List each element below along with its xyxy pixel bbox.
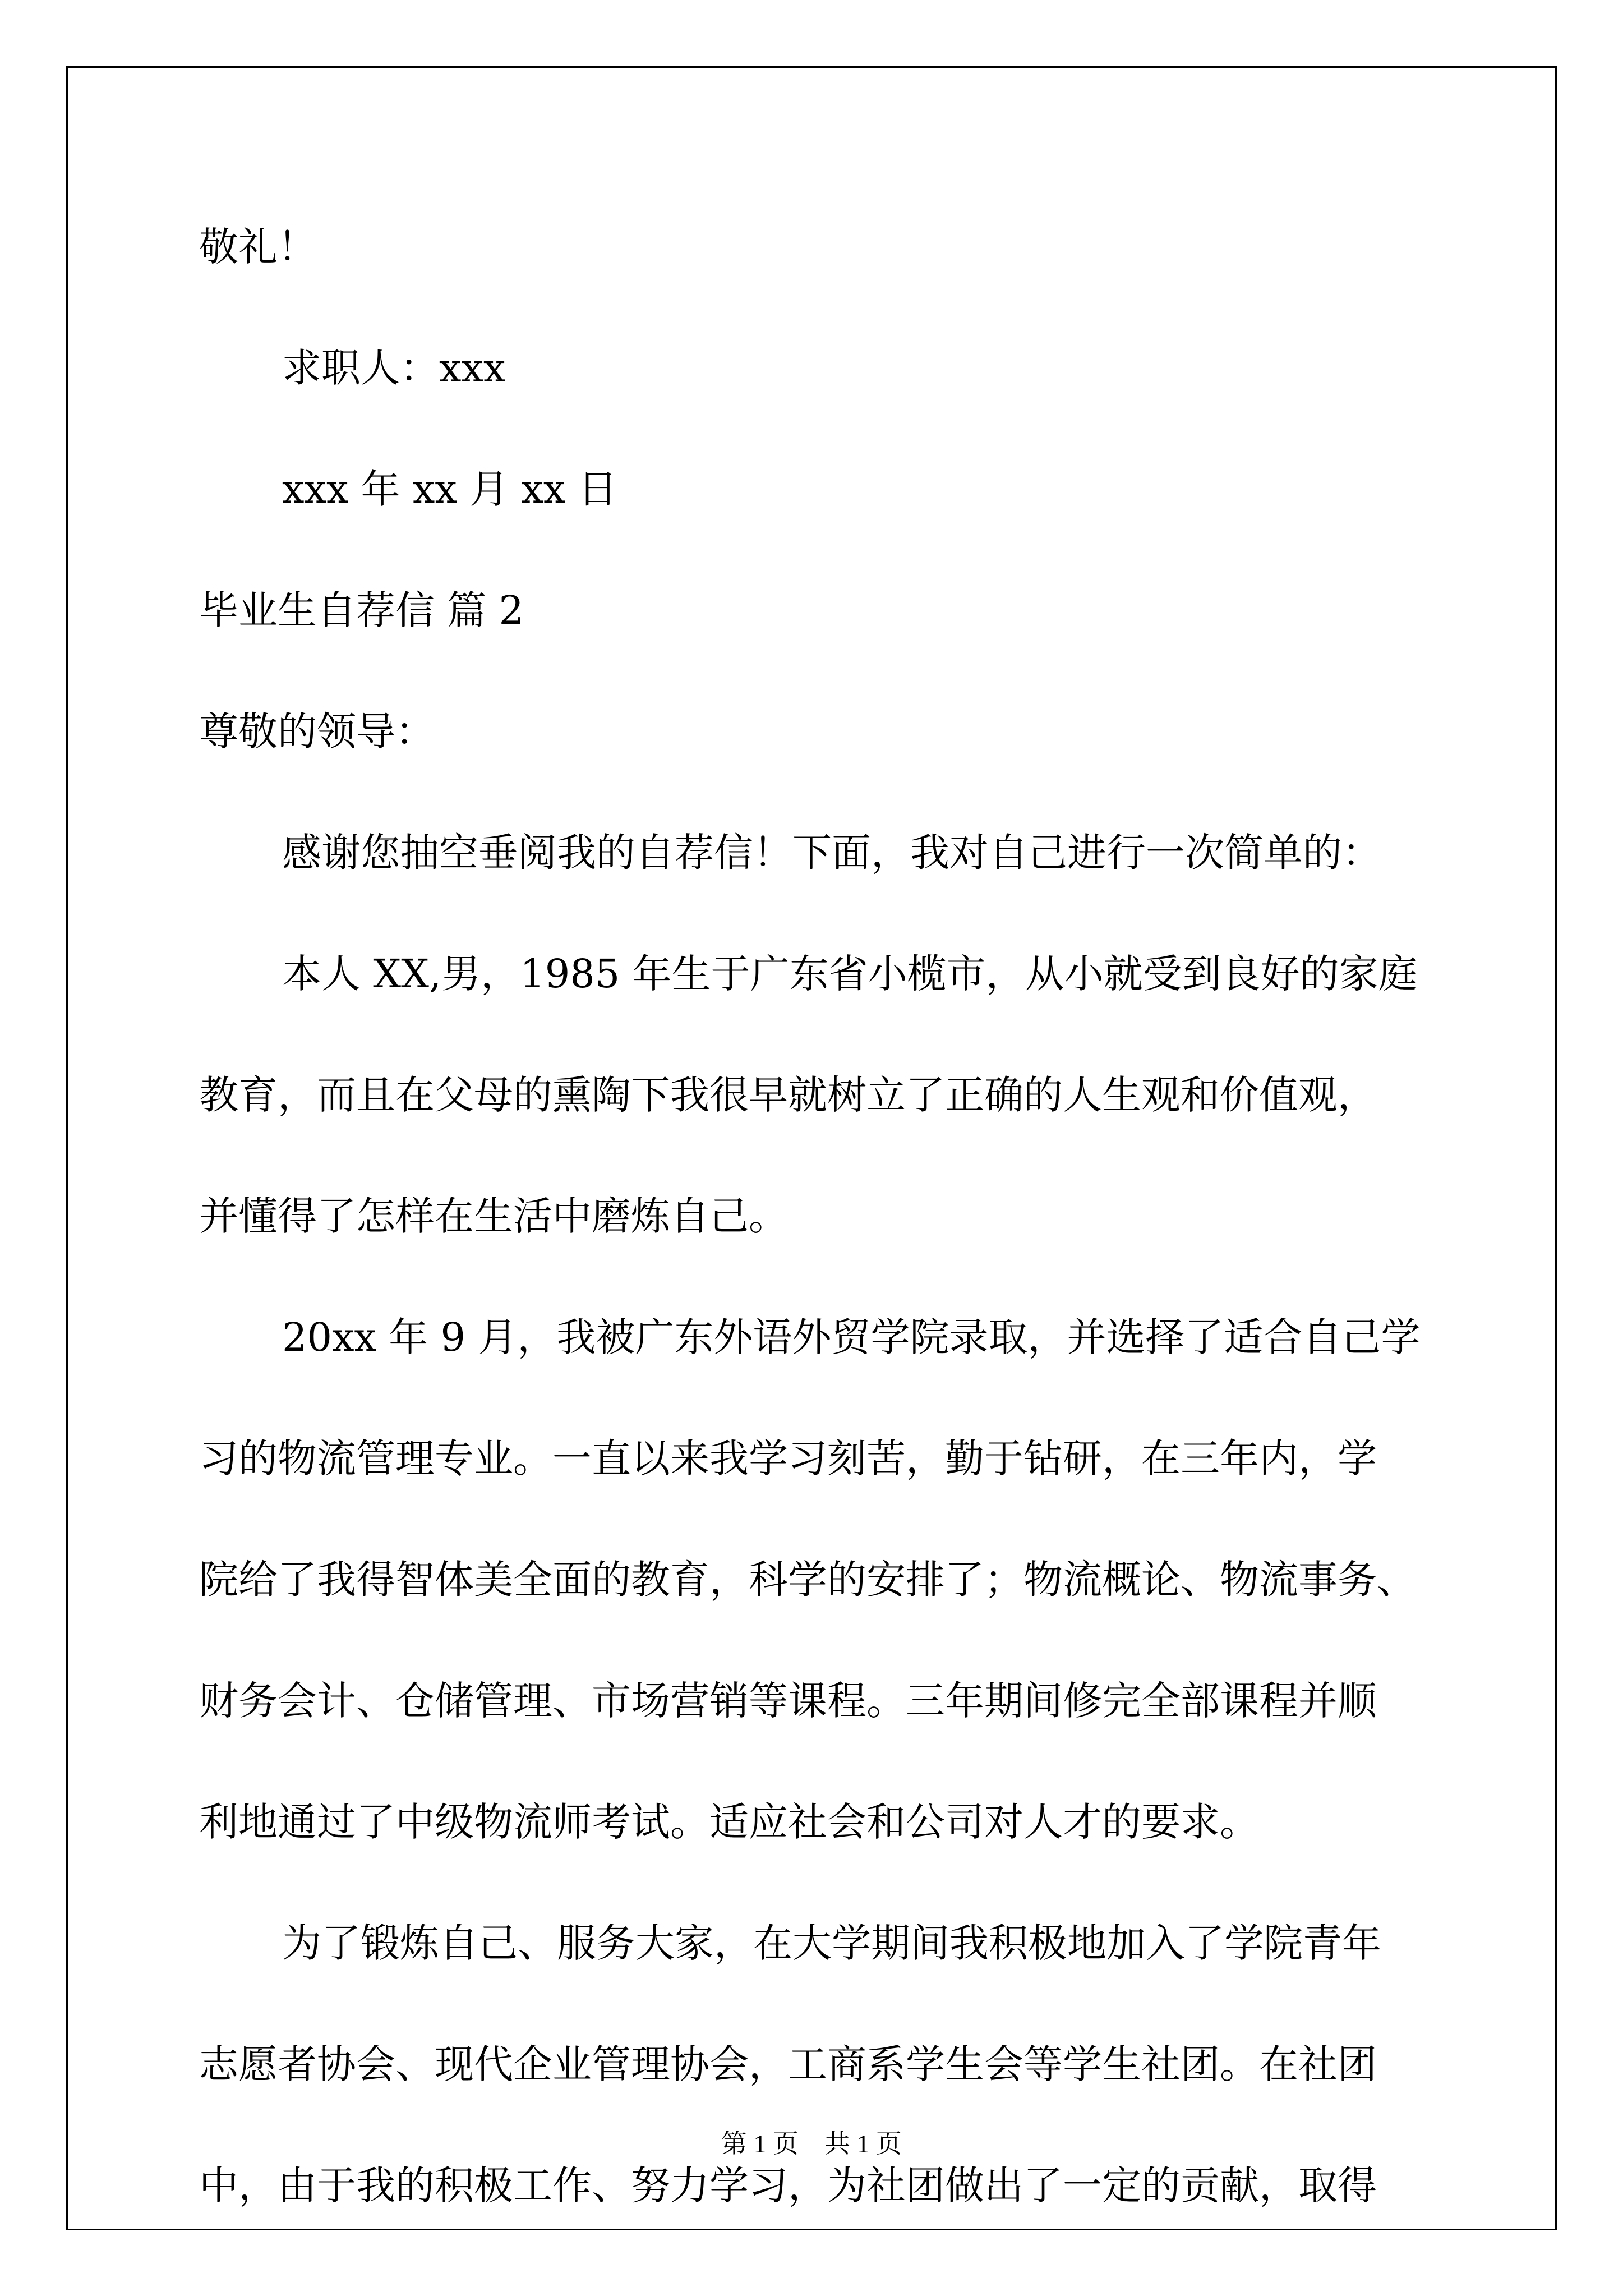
- paragraph-line: 为了锻炼自己、服务大家，在大学期间我积极地加入了学院青年: [282, 1920, 1381, 1966]
- paragraph-line: 利地通过了中级物流师考试。适应社会和公司对人才的要求。: [199, 1799, 1259, 1845]
- closing-salutation: 敬礼！: [199, 224, 317, 270]
- paragraph-line: 感谢您抽空垂阅我的自荐信！下面，我对自己进行一次简单的：: [282, 830, 1381, 876]
- paragraph-line: 志愿者协会、现代企业管理协会，工商系学生会等学生社团。在社团: [199, 2041, 1377, 2087]
- page-footer: 第 1 页 共 1 页: [721, 2129, 902, 2158]
- paragraph-line: 20xx 年 9 月，我被广东外语外贸学院录取，并选择了适合自己学: [282, 1314, 1421, 1360]
- paragraph-line: 并懂得了怎样在生活中磨炼自己。: [199, 1193, 788, 1239]
- paragraph-line: 教育，而且在父母的熏陶下我很早就树立了正确的人生观和价值观，: [199, 1072, 1377, 1118]
- applicant-signature: 求职人：xxx: [282, 345, 506, 391]
- paragraph-line: 财务会计、仓储管理、市场营销等课程。三年期间修完全部课程并顺: [199, 1678, 1377, 1724]
- paragraph-line: 习的物流管理专业。一直以来我学习刻苦，勤于钻研，在三年内，学: [199, 1435, 1377, 1481]
- letter-greeting: 尊敬的领导：: [199, 708, 435, 754]
- paragraph-line: 中，由于我的积极工作、努力学习，为社团做出了一定的贡献，取得: [199, 2162, 1377, 2208]
- section-title: 毕业生自荐信 篇 2: [199, 587, 524, 633]
- paragraph-line: 院给了我得智体美全面的教育，科学的安排了；物流概论、物流事务、: [199, 1557, 1416, 1603]
- letter-date: xxx 年 xx 月 xx 日: [282, 466, 617, 512]
- paragraph-line: 本人 XX,男，1985 年生于广东省小榄市，从小就受到良好的家庭: [282, 951, 1418, 997]
